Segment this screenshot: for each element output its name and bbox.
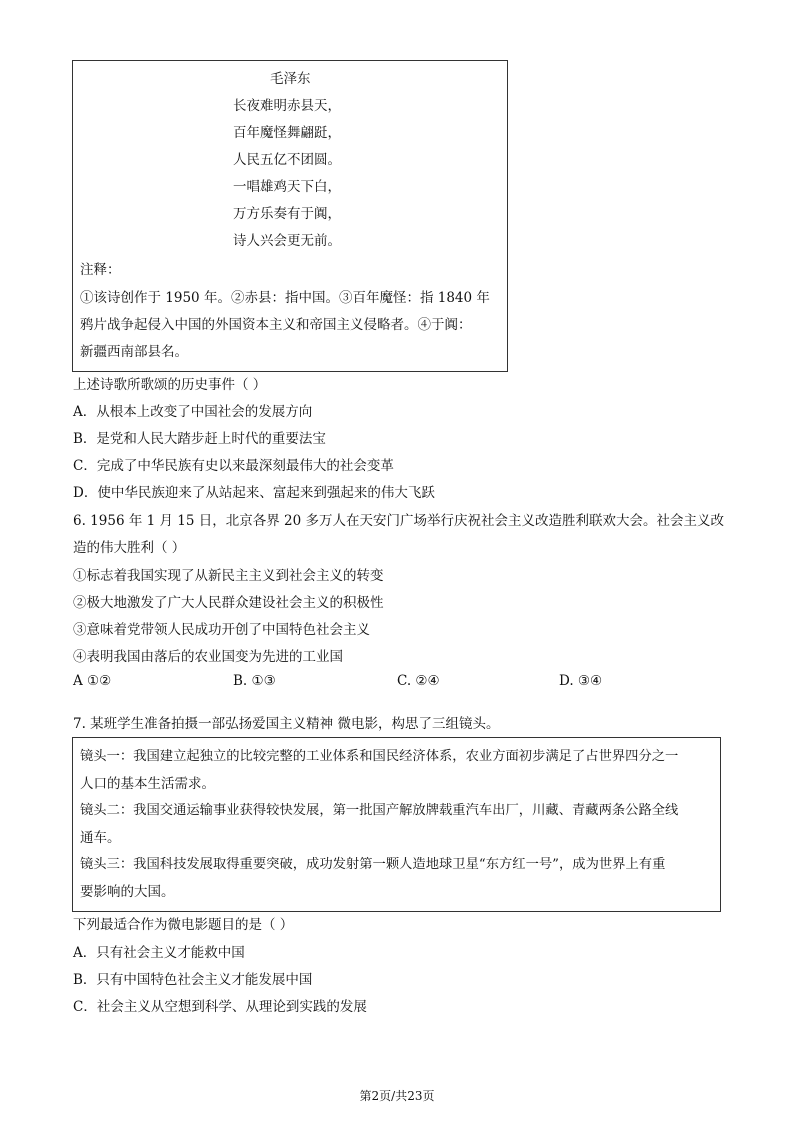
poem-note-line: ①该诗创作于 1950 年。②赤县：指中国。③百年魔怪：指 1840 年: [80, 290, 490, 306]
poem-line: 人民五亿不团圆。: [233, 152, 341, 168]
q7-option-c: C．社会主义从空想到科学、从理论到实践的发展: [73, 999, 367, 1015]
q6-choice-c: C. ②④: [397, 673, 440, 689]
poem-line: 长夜难明赤县天，: [233, 98, 341, 114]
q6-choice-a: A ①②: [73, 673, 112, 689]
poem-notes-label: 注释：: [80, 262, 121, 278]
q5-stem: 上述诗歌所歌颂的历史事件（ ）: [73, 377, 267, 393]
poem-note-line: 鸦片战争起侵入中国的外国资本主义和帝国主义侵略者。④于阗：: [80, 317, 472, 333]
q6-stem-line1: 6. 1956 年 1 月 15 日，北京各界 20 多万人在天安门广场举行庆祝社会主义改造胜利联欢大会。社会主义改: [73, 513, 725, 529]
q7-box-line: 人口的基本生活需求。: [80, 776, 215, 792]
q6-item-3: ③意味着党带领人民成功开创了中国特色社会主义: [73, 622, 370, 638]
q6-choice-d: D. ③④: [559, 673, 603, 689]
q7-option-a: A．只有社会主义才能救中国: [73, 945, 245, 961]
q7-box-line: 镜头三：我国科技发展取得重要突破，成功发射第一颗人造地球卫星“东方红一号”，成为世界上有重: [80, 857, 666, 872]
poem-line: 一唱雄鸡天下白，: [233, 179, 341, 195]
q6-item-2: ②极大地激发了广大人民群众建设社会主义的积极性: [73, 595, 384, 611]
poem-line: 诗人兴会更无前。: [233, 233, 341, 249]
poem-line: 万方乐奏有于阗，: [233, 206, 341, 222]
q5-option-c: C．完成了中华民族有史以来最深刻最伟大的社会变革: [73, 458, 394, 474]
poem-author: 毛泽东: [270, 71, 311, 87]
poem-line: 百年魔怪舞翩跹，: [233, 125, 341, 141]
q7-box-line: 镜头二：我国交通运输事业获得较快发展，第一批国产解放牌载重汽车出厂，川藏、青藏两条公路全线: [80, 803, 679, 818]
q5-option-a: A．从根本上改变了中国社会的发展方向: [73, 404, 313, 420]
q7-box-line: 要影响的大国。: [80, 884, 175, 900]
q6-item-4: ④表明我国由落后的农业国变为先进的工业国: [73, 649, 343, 665]
q5-option-b: B．是党和人民大踏步赶上时代的重要法宝: [73, 431, 326, 447]
q6-choice-b: B. ①③: [233, 673, 276, 689]
poem-note-line: 新疆西南部县名。: [80, 344, 188, 360]
q7-option-b: B．只有中国特色社会主义才能发展中国: [73, 972, 313, 988]
q5-option-d: D．使中华民族迎来了从站起来、富起来到强起来的伟大飞跃: [73, 485, 435, 501]
q7-box-line: 通车。: [80, 830, 121, 846]
q7-box-line: 镜头一：我国建立起独立的比较完整的工业体系和国民经济体系，农业方面初步满足了占世界四分之一: [80, 749, 679, 764]
q6-stem-line2: 造的伟大胜利（ ）: [73, 540, 186, 556]
q7-question: 下列最适合作为微电影题目的是（ ）: [73, 917, 294, 933]
q6-item-1: ①标志着我国实现了从新民主主义到社会主义的转变: [73, 568, 384, 584]
page-number: 第2页/共23页: [359, 1089, 435, 1103]
q7-stem: 7. 某班学生准备拍摄一部弘扬爱国主义精神 微电影，构思了三组镜头。: [73, 716, 500, 732]
